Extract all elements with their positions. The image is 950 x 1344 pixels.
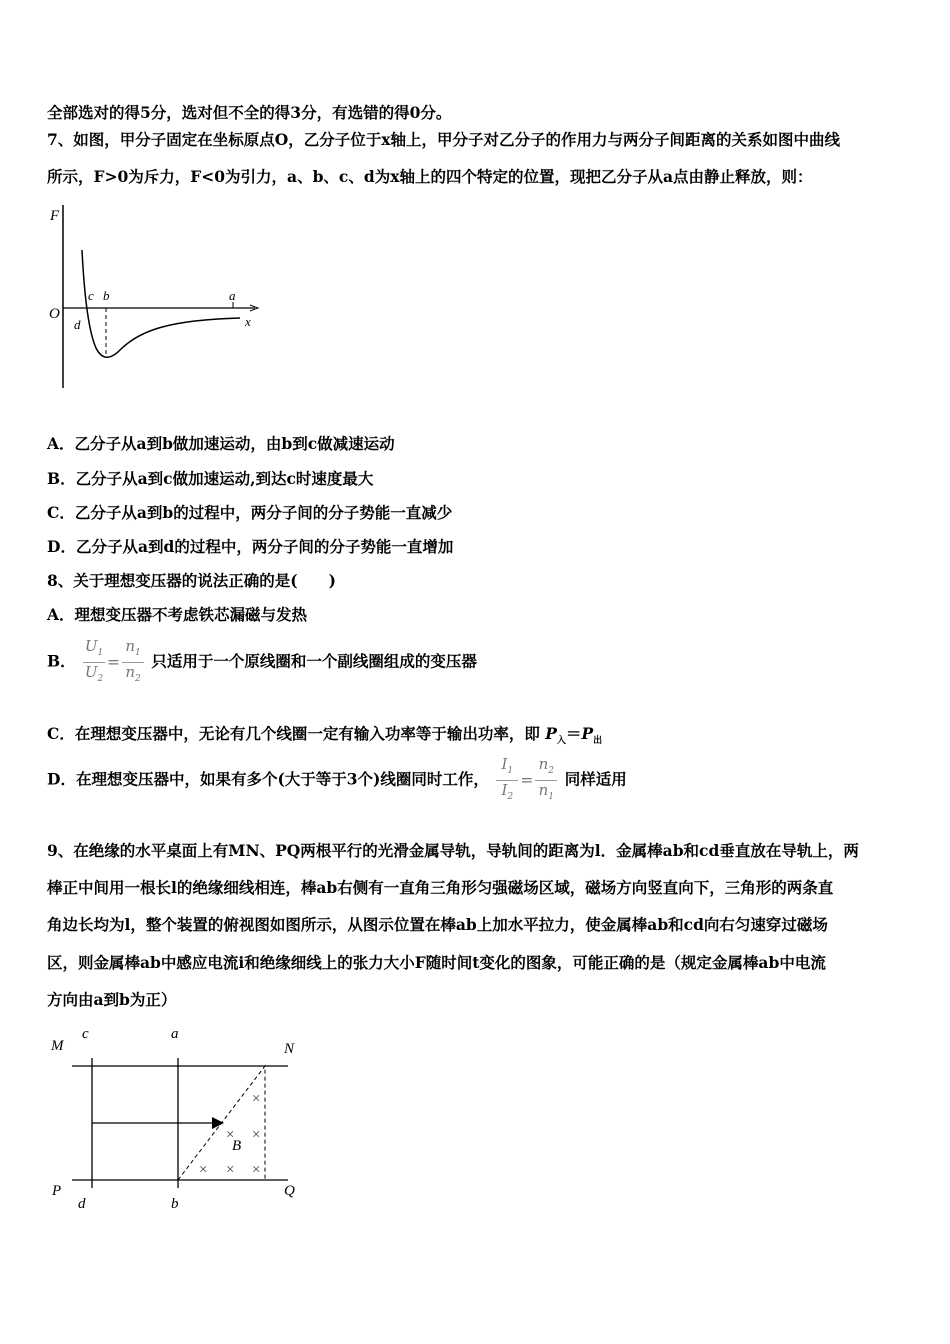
point-label-a: a [229,288,236,303]
field-mark-x: × [225,1127,236,1143]
origin-label: O [49,306,60,322]
q8-option-c: C．在理想变压器中，无论有几个线圈一定有输入功率等于输出功率，即 $P_入=P_出$ [47,724,603,747]
inverse-turns-ratio: $\frac{n_2}{n_1}$ [535,755,557,806]
field-mark-x: × [251,1127,262,1143]
field-mark-x: × [251,1091,262,1107]
label-b: b [171,1196,179,1212]
turns-ratio: $\frac{n_1}{n_2}$ [122,637,144,688]
q9-stem-line5: 方向由a到b为正） [47,990,177,1009]
q7-option-a: A．乙分子从a到b做加速运动，由b到c做减速运动 [47,434,395,453]
label-d: d [78,1196,86,1212]
q7-option-b: B．乙分子从a到c做加速运动,到达c时速度最大 [47,469,374,488]
point-label-d: d [74,317,81,332]
label-c: c [82,1026,89,1042]
point-label-b: b [103,288,110,303]
label-N: N [284,1041,295,1057]
voltage-ratio: $\frac{U_1}{U_2}$ [84,637,104,684]
q8-option-b: B． $\frac{U_1}{U_2}$ = $\frac{n_1}{n_2}$ 只适用于一个原线圈和一个副线圈组成的变压器 [47,637,477,688]
field-mark-x: × [251,1162,262,1178]
q7-stem-line2: 所示，F>0为斥力，F<0为引力，a、b、c、d为x轴上的四个特定的位置，现把乙分子从a点由静止释放，则： [47,167,813,186]
q7-option-c: C．乙分子从a到b的过程中，两分子间的分子势能一直减少 [47,503,453,522]
current-ratio: $\frac{I_1}{I_2}$ [496,755,518,806]
field-mark-x: × [198,1162,209,1178]
q8-option-d: D．在理想变压器中，如果有多个(大于等于3个)线圈同时工作， $\frac{I_1}{I_2}$ = $\frac{n_2}{n_1}$ 同样适用 [47,755,627,806]
label-a: a [171,1026,179,1042]
label-B: B [232,1138,242,1154]
q8-option-a: A．理想变压器不考虑铁芯漏磁与发热 [47,605,308,624]
label-M: M [51,1038,64,1054]
q9-stem-line2: 棒正中间用一根长l的绝缘细线相连，棒ab右侧有一直角三角形匀强磁场区域，磁场方向竖直向下，三角形的两条直 [47,878,834,897]
q7-option-d: D．乙分子从a到d的过程中，两分子间的分子势能一直增加 [47,537,454,556]
force-distance-graph [40,195,270,395]
point-label-c: c [88,288,94,303]
q9-stem-line4: 区，则金属棒ab中感应电流i和绝缘细线上的张力大小F随时间t变化的图象，可能正确的是（规定金属棒ab中电流 [47,953,826,972]
option-label: B． [47,651,76,671]
rail-magnetic-field-diagram [45,1020,315,1215]
option-text: 只适用于一个原线圈和一个副线圈组成的变压器 [151,651,477,671]
field-mark-x: × [225,1162,236,1178]
axis-label-x: x [245,314,251,329]
q7-stem-line1: 7、如图，甲分子固定在坐标原点O，乙分子位于x轴上，甲分子对乙分子的作用力与两分子间距离的关系如图中曲线 [47,130,841,149]
label-P: P [52,1183,62,1199]
label-Q: Q [284,1183,295,1199]
intro-text: 全部选对的得5分，选对但不全的得3分，有选错的得0分。 [47,103,452,122]
q9-stem-line1: 9、在绝缘的水平桌面上有MN、PQ两根平行的光滑金属导轨，导轨间的距离为l．金属棒ab和cd垂直放在导轨上，两 [47,841,859,860]
axis-label-F: F [50,208,60,224]
q8-stem: 8、关于理想变压器的说法正确的是( ) [47,571,336,590]
q9-stem-line3: 角边长均为l，整个装置的俯视图如图所示，从图示位置在棒ab上加水平拉力，使金属棒ab和cd向右匀速穿过磁场 [47,915,828,934]
